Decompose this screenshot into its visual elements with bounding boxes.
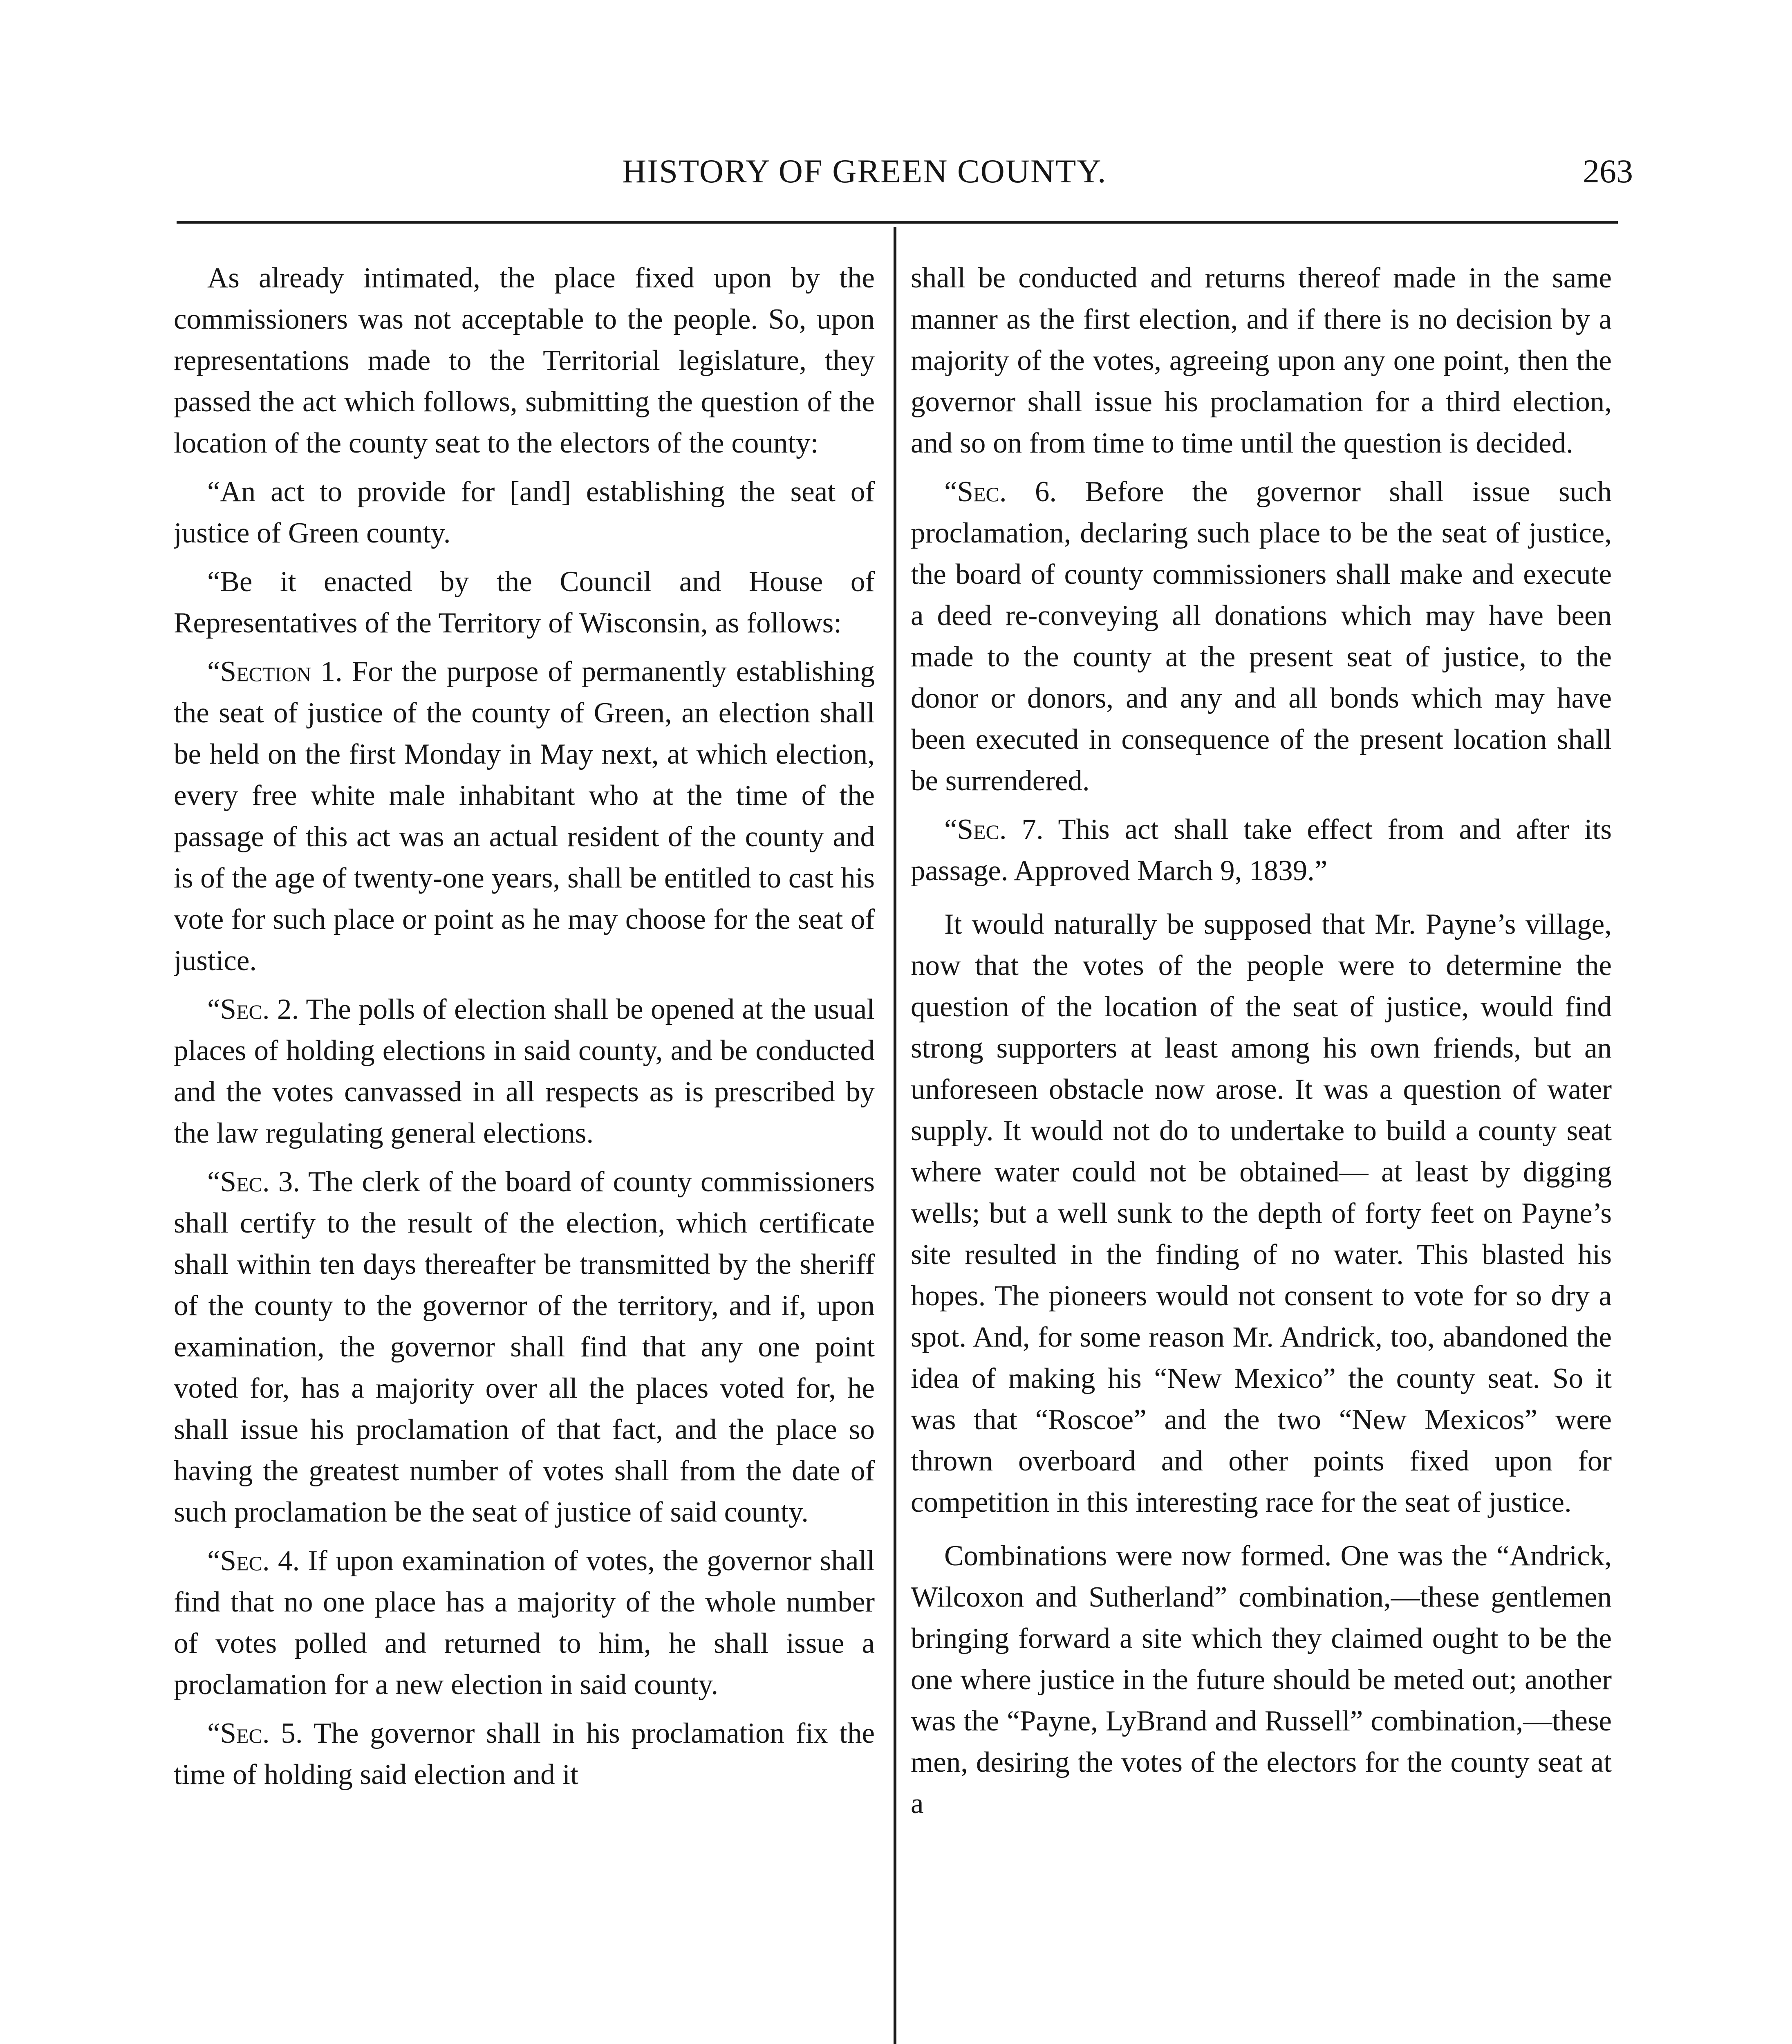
act-title-paragraph: “An act to provide for [and] establishing the seat of justice of Green county.	[174, 476, 875, 549]
section-3-label: “Sec. 3.	[207, 1166, 300, 1198]
section-1-text: For the purpose of permanently establishing the seat of justice of the county of Green, an election shall be held on the first Monday in May next, at which election, every free white male inhabitant who at the time of the passage of this act was an actual resident of the county and is of the age of twenty-one years, shall be entitled to cast his vote for such place or point as he may choose for the seat of justice.	[174, 656, 875, 977]
section-6-label: “Sec. 6.	[944, 476, 1057, 508]
section-2-label: “Sec. 2.	[207, 993, 299, 1025]
section-5-paragraph	[174, 1713, 875, 1795]
section-6-text: Before the governor shall issue such proclamation, declaring such place to be the seat of justice, the board of county commissioners shall make and execute a deed re-conveying all donations which may have been made to the county at the present seat of justice, to the donor or donors, and any and all bonds which may have been executed in consequence of the present location shall be surrendered.	[911, 476, 1612, 797]
section-3-text: The clerk of the board of county commissioners shall certify to the result of the election, which certificate shall within ten days thereafter be transmitted by the sheriff of the county to the governor of the territory, and if, upon examination, the governor shall find that any one point voted for, has a majority over all the places voted for, he shall issue his proclamation of that fact, and the place so having the greatest number of votes shall from the date of such proclamation be the seat of justice of said county.	[174, 1166, 875, 1528]
section-6-paragraph	[911, 471, 1612, 802]
section-7-paragraph	[911, 809, 1612, 892]
combinations-paragraph: Combinations were now formed. One was the “Andrick, Wilcoxon and Sutherland” combination,—these gentlemen bringing forward a site which they claimed ought to be the one where justice in the future should be meted out; another was the “Payne, LyBrand and Russell” combination,—these men, desiring the votes of the electors for the county seat at a	[911, 1540, 1612, 1820]
water-supply-paragraph: It would naturally be supposed that Mr. Payne’s village, now that the votes of the people were to determine the question of the location of the seat of justice, would find strong supporters at least among his own friends, but an unforeseen obstacle now arose. It was a question of water supply. It would not do to undertake to build a county seat where water could not be obtained— at least by digging wells; but a well sunk to the depth of forty feet on Payne’s site resulted in the finding of no water. This blasted his hopes. The pioneers would not consent to vote for so dry a spot. And, for some reason Mr. Andrick, too, abandoned the idea of making his “New Mexico” the county seat. So it was that “Roscoe” and the two “New Mexicos” were thrown overboard and other points fixed upon for competition in this interesting race for the seat of justice.	[911, 908, 1612, 1518]
right-column	[911, 258, 1612, 2044]
section-2-paragraph	[174, 989, 875, 1154]
section-4-text: If upon examination of votes, the governor shall find that no one place has a majority of the whole number of votes polled and returned to him, he shall issue a proclamation for a new election in said county.	[174, 1545, 875, 1701]
column-divider	[894, 227, 896, 2044]
section-7-label: “Sec. 7.	[944, 814, 1044, 845]
section-7-text: This act shall take effect from and after its passage. Approved March 9, 1839.”	[911, 814, 1612, 887]
intro-paragraph: As already intimated, the place fixed upon by the commissioners was not acceptable to the people. So, upon representations made to the Territorial legislature, they passed the act which follows, submitting the question of the location of the county seat to the electors of the county:	[174, 262, 875, 459]
section-5-continuation: shall be conducted and returns thereof made in the same manner as the first election, and if there is no decision by a majority of the votes, agreeing upon any one point, then the governor shall issue his proclamation for a third election, and so on from time to time until the question is decided.	[911, 262, 1612, 459]
section-4-label: “Sec. 4.	[207, 1545, 300, 1577]
section-2-text: The polls of election shall be opened at the usual places of holding elections in said county, and be conducted and the votes canvassed in all respects as is prescribed by the law regulating general elections.	[174, 993, 875, 1149]
section-4-paragraph	[174, 1540, 875, 1706]
header-rule	[177, 221, 1618, 224]
enacting-clause-paragraph: “Be it enacted by the Council and House of Representatives of the Territory of Wisconsin, as follows:	[174, 566, 875, 639]
running-title: HISTORY OF GREEN COUNTY.	[622, 152, 1107, 190]
left-column	[174, 258, 875, 2044]
page-number: 263	[1583, 152, 1633, 190]
section-3-paragraph	[174, 1161, 875, 1533]
section-5-text: The governor shall in his proclamation fix the time of holding said election and it	[174, 1717, 875, 1791]
section-1-label: “Section 1.	[207, 656, 343, 688]
section-1-paragraph	[174, 651, 875, 982]
section-5-label: “Sec. 5.	[207, 1717, 303, 1749]
